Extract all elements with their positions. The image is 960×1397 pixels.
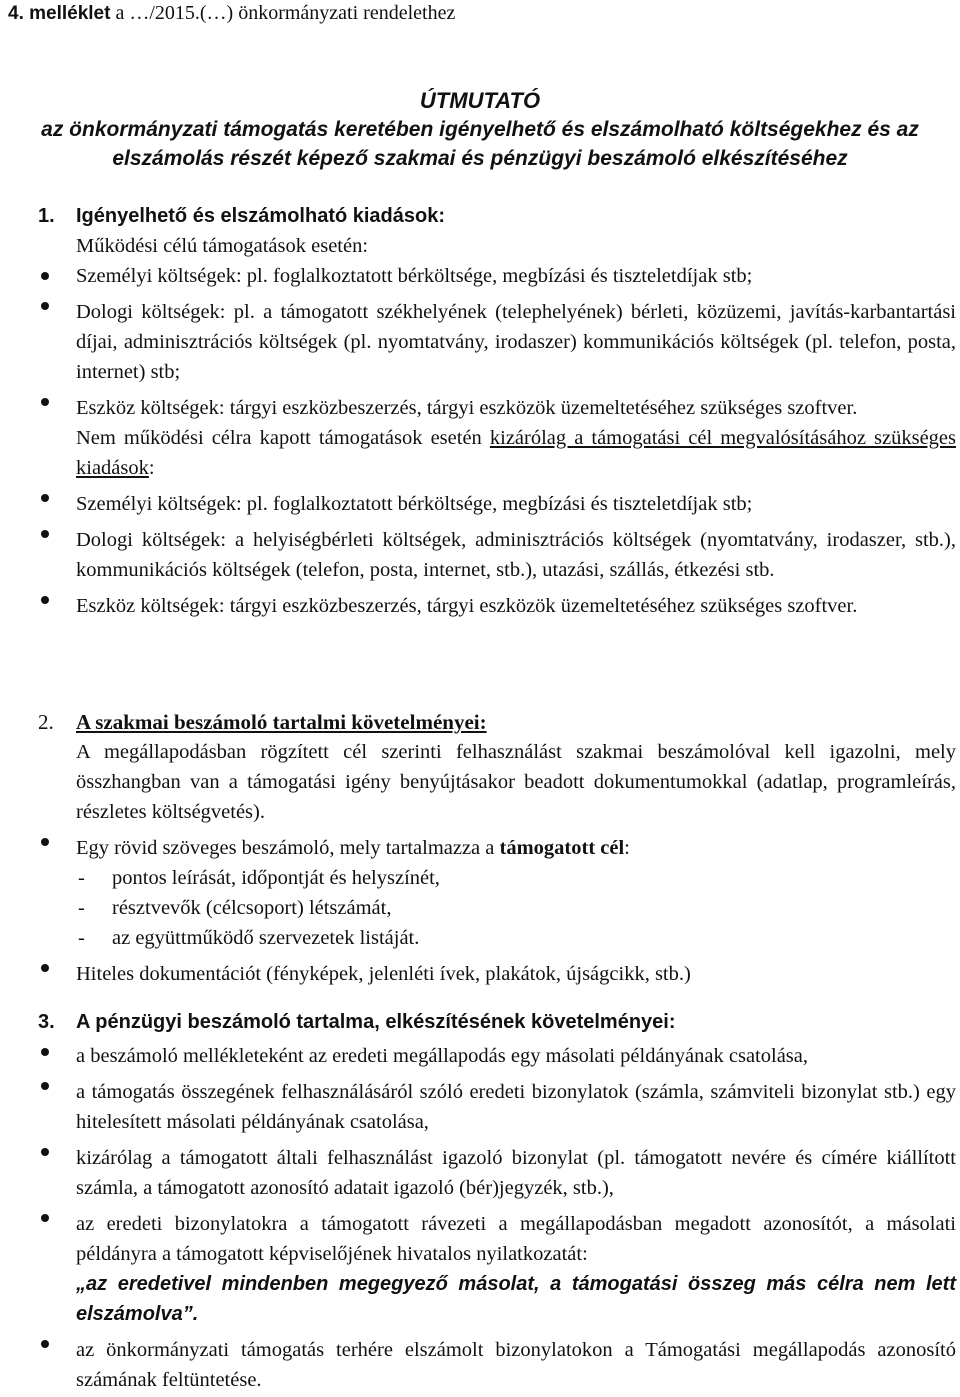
- section-1-number: 1.: [38, 205, 55, 227]
- title-line-3: elszámolás részét képező szakmai és pénzügyi beszámoló elkészítéséhez: [112, 147, 848, 170]
- professional-report-list: [38, 827, 956, 863]
- report-content-dash-list: [38, 863, 956, 953]
- section-2-number: 2.: [38, 710, 54, 734]
- list-item: Dologi költségek: pl. a támogatott székhelyének (telephelyének) bérleti, közüzemi, javítás-karbantartási díjai, adminisztrációs költségek (pl. nyomtatvány, irodaszer) kommunikációs költségek (pl. telefon, posta, internet) stb;: [38, 291, 956, 387]
- section-2-paragraph: A megállapodásban rögzített cél szerinti felhasználást szakmai beszámolóval kell igazolni, mely összhangban van a támogatási igény benyújtásakor beadott dokumentumokkal (adatlap, programleírás, részletes költségvetés).: [76, 741, 956, 823]
- section-3-title: A pénzügyi beszámoló tartalma, elkészítésének követelményei:: [76, 1011, 676, 1033]
- section-2: [38, 707, 956, 989]
- section-1-heading: [38, 201, 956, 231]
- list-item: - pontos leírását, időpontját és helyszínét,: [76, 863, 956, 893]
- list-item: Eszköz költségek: tárgyi eszközbeszerzés, tárgyi eszközök üzemeltetéséhez szükséges szoftver.: [38, 387, 956, 423]
- title-line-1: ÚTMUTATÓ: [419, 88, 541, 113]
- non-operating-intro-text: Nem működési célra kapott támogatások esetén: [76, 427, 490, 449]
- list-item: Hiteles dokumentációt (fényképek, jelenléti ívek, plakátok, újságcikk, stb.): [38, 953, 956, 989]
- document-title: [0, 86, 960, 173]
- financial-report-list: [38, 1037, 956, 1395]
- section-1-subheading: Működési célú támogatások esetén:: [76, 235, 369, 257]
- certification-quote: „az eredetivel mindenben megegyező másolat, a támogatási összeg más célra nem lett elszámolva”.: [76, 1273, 956, 1325]
- report-item-text: Egy rövid szöveges beszámoló, mely tartalmazza a: [76, 837, 500, 859]
- non-operating-cost-list: [38, 483, 956, 621]
- list-item: Dologi költségek: a helyiségbérleti költségek, adminisztrációs költségek (nyomtatvány, irodaszer, stb.), kommunikációs költségek (telefon, posta, internet, stb.), utazási, szállás, étkezési stb.: [38, 519, 956, 585]
- list-item: a beszámoló mellékleteként az eredeti megállapodás egy másolati példányának csatolása,: [38, 1037, 956, 1071]
- non-operating-underlined: kizárólag a támogatási cél megvalósításához szükséges kiadások: [76, 427, 956, 479]
- operating-cost-list: [38, 261, 956, 423]
- annex-reference: a …/2015.(…) önkormányzati rendelethez: [110, 2, 456, 24]
- section-3-number: 3.: [38, 1011, 55, 1033]
- certification-text: az eredeti bizonylatokra a támogatott rávezeti a megállapodásban megadott azonosítót, a másolati példányra a támogatott képviselőjének hivatalos nyilatkozatát:: [76, 1213, 956, 1265]
- report-item-suffix: :: [624, 837, 630, 859]
- section-1-title: Igényelhető és elszámolható kiadások:: [76, 205, 446, 227]
- section-3: [38, 1007, 956, 1395]
- section-2-title: A szakmai beszámoló tartalmi követelményei:: [76, 710, 487, 734]
- section-3-heading: [38, 1007, 956, 1037]
- list-item: Személyi költségek: pl. foglalkoztatott bérköltsége, megbízási és tiszteletdíjak stb;: [38, 261, 956, 291]
- list-item: kizárólag a támogatott általi felhasználást igazoló bizonylat (pl. támogatott nevére és címére kiállított számla, a támogatott azonosító adatait igazoló (bér)jegyzék, stb.),: [38, 1137, 956, 1203]
- list-item: az önkormányzati támogatás terhére elszámolt bizonylatokon a Támogatási megállapodás azonosító számának feltüntetése.: [38, 1329, 956, 1395]
- section-1: [38, 201, 956, 621]
- list-item: [38, 1203, 956, 1329]
- report-item-bold: támogatott cél: [499, 837, 625, 859]
- list-item: Eszköz költségek: tárgyi eszközbeszerzés, tárgyi eszközök üzemeltetéséhez szükséges szoftver.: [38, 585, 956, 621]
- section-2-heading: [38, 707, 956, 737]
- list-item: a támogatás összegének felhasználásáról szóló eredeti bizonylatok (számla, számviteli bizonylat stb.) egy hitelesített másolati példányának csatolása,: [38, 1071, 956, 1137]
- documentation-list: [38, 953, 956, 989]
- list-item: [38, 827, 956, 863]
- list-item: Személyi költségek: pl. foglalkoztatott bérköltsége, megbízási és tiszteletdíjak stb;: [38, 483, 956, 519]
- title-line-2: az önkormányzati támogatás keretében igényelhető és elszámolható költségekhez és az: [41, 118, 919, 141]
- annex-header: [8, 0, 455, 29]
- non-operating-intro: [38, 423, 956, 483]
- non-operating-suffix: :: [148, 457, 155, 479]
- annex-number: 4. melléklet: [8, 3, 111, 24]
- list-item: - az együttműködő szervezetek listáját.: [76, 923, 956, 953]
- list-item: - résztvevők (célcsoport) létszámát,: [76, 893, 956, 923]
